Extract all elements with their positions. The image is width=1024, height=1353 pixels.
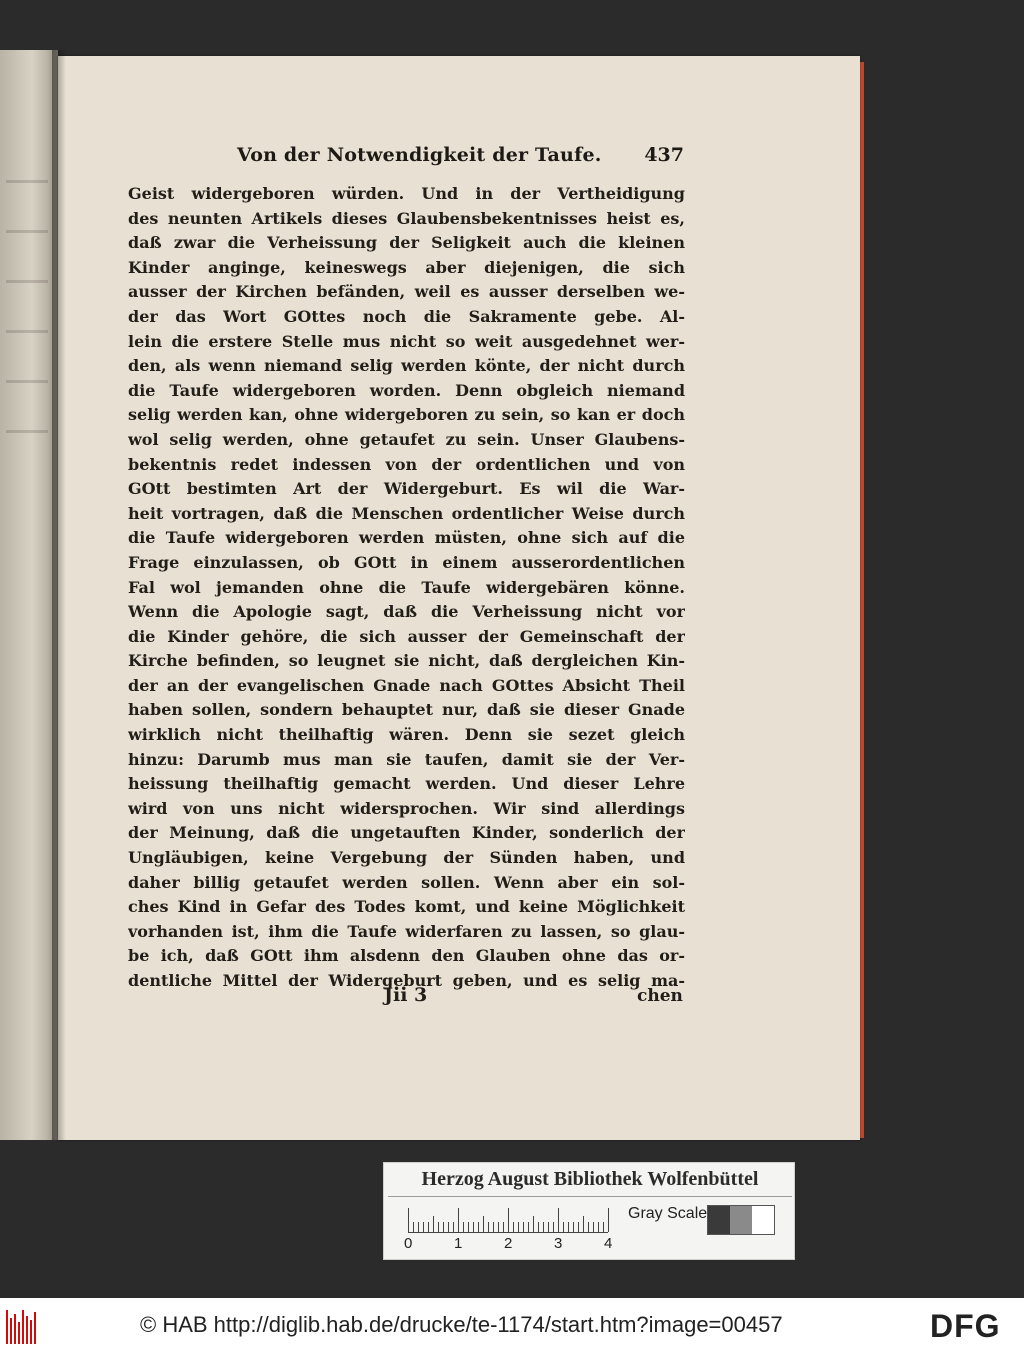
text-line: Geist widergeboren würden. Und in der Vertheidigung <box>128 184 685 203</box>
logo-bar <box>30 1320 32 1344</box>
ruler-tick <box>548 1222 549 1232</box>
signature-mark: Jii 3 <box>384 984 428 1006</box>
text-line: lein die erstere Stelle mus nicht so weit ausgedehnet wer- <box>128 331 685 351</box>
text-line: Ungläubigen, keine Vergebung der Sünden haben, und <box>128 848 685 868</box>
ruler-tick <box>583 1216 584 1232</box>
ruler-tick <box>538 1222 539 1232</box>
text-line: ches Kind in Gefar des Todes komt, und keine Möglichkeit <box>128 897 685 917</box>
ruler-tick <box>563 1222 564 1232</box>
text-line: heissung theilhaftig gemacht werden. Und dieser Lehre <box>128 774 685 794</box>
ruler-tick <box>588 1222 589 1232</box>
text-line: die Taufe widergeboren worden. Denn obgleich niemand <box>128 380 685 400</box>
ruler-tick <box>463 1222 464 1232</box>
text-line: daß zwar die Verheissung der Seligkeit auch die kleinen <box>128 233 685 253</box>
text-line: heit vortragen, daß die Menschen ordentlicher Weise durch <box>128 503 685 523</box>
text-line: wirklich nicht theilhaftig wären. Denn sie sezet gleich <box>128 725 685 745</box>
text-line: selig werden kan, ohne widergeboren zu sein, so kan er doch <box>128 405 685 425</box>
text-line: Frage einzulassen, ob GOtt in einem ausserordentlichen <box>128 552 685 572</box>
text-line: Kinder anginge, keineswegs aber diejenigen, die sich <box>128 257 685 277</box>
ruler-tick <box>598 1222 599 1232</box>
text-line: der das Wort GOttes noch die Sakramente gebe. Al- <box>128 306 685 326</box>
logo-bar <box>18 1322 20 1344</box>
ruler-tick <box>573 1222 574 1232</box>
hab-logo-icon <box>6 1310 36 1344</box>
ruler-tick <box>503 1222 504 1232</box>
gray-scale-label: Gray Scale <box>628 1205 708 1222</box>
ruler-tick <box>523 1222 524 1232</box>
ruler-tick <box>568 1222 569 1232</box>
ruler-tick <box>578 1222 579 1232</box>
logo-bar <box>10 1318 12 1344</box>
dfg-logo: DFG <box>930 1308 1001 1344</box>
ruler-tick <box>428 1222 429 1232</box>
color-reference-card <box>383 1162 795 1260</box>
logo-bar <box>34 1312 36 1344</box>
text-line: Kirche befinden, so leugnet sie nicht, daß dergleichen Kin- <box>128 651 685 671</box>
text-line: der an der evangelischen Gnade nach GOttes Absicht Theil <box>128 675 685 695</box>
text-line: wol selig werden, ohne getaufet zu sein. Unser Glaubens- <box>128 429 685 449</box>
ruler-number: 0 <box>404 1235 413 1252</box>
text-line: die Taufe widergeboren werden müsten, ohne sich auf die <box>128 528 685 548</box>
ruler-tick <box>423 1222 424 1232</box>
ruler-tick <box>478 1222 479 1232</box>
ruler-tick <box>473 1222 474 1232</box>
ruler-tick <box>508 1208 509 1232</box>
ruler-tick <box>608 1208 609 1232</box>
page-header <box>237 144 684 174</box>
scale-ruler <box>408 1205 608 1233</box>
ruler-tick <box>593 1222 594 1232</box>
body-text <box>128 182 685 994</box>
text-line: vorhanden ist, ihm die Taufe widerfaren zu lassen, so glau- <box>128 921 685 941</box>
logo-bar <box>14 1314 16 1344</box>
ruler-tick <box>458 1208 459 1232</box>
logo-bar <box>22 1310 24 1344</box>
text-line: Fal wol jemanden ohne die Taufe widergebären könne. <box>128 577 685 597</box>
copyright-url[interactable]: © HAB http://diglib.hab.de/drucke/te-1174/start.htm?image=00457 <box>140 1312 783 1337</box>
ruler-tick <box>448 1222 449 1232</box>
text-line: GOtt bestimten Art der Widergeburt. Es wil die War- <box>128 479 685 499</box>
text-line: dentliche Mittel der Widergeburt geben, und es selig ma- <box>128 971 685 990</box>
catchword: chen <box>637 986 683 1006</box>
ruler-tick <box>558 1208 559 1232</box>
viewer-footer <box>0 1298 1024 1353</box>
text-line: Wenn die Apologie sagt, daß die Verheissung nicht vor <box>128 602 685 622</box>
ruler-tick <box>528 1222 529 1232</box>
text-line: des neunten Artikels dieses Glaubensbekentnisses heist es, <box>128 208 685 228</box>
ruler-tick <box>603 1222 604 1232</box>
ruler-number: 1 <box>454 1235 463 1252</box>
ruler-tick <box>438 1222 439 1232</box>
text-line: bekentnis redet indessen von der ordentlichen und von <box>128 454 685 474</box>
gray-scale-swatches <box>707 1205 775 1235</box>
ruler-tick <box>533 1216 534 1232</box>
ruler-tick <box>418 1222 419 1232</box>
ruler-tick <box>518 1222 519 1232</box>
text-line: hinzu: Darumb mus man sie taufen, damit sie der Ver- <box>128 749 685 769</box>
ruler-number: 2 <box>504 1235 513 1252</box>
logo-bar <box>6 1310 8 1344</box>
text-line: be ich, daß GOtt ihm alsdenn den Glauben ohne das or- <box>128 946 685 966</box>
ruler-number: 4 <box>604 1235 613 1252</box>
library-name: Herzog August Bibliothek Wolfenbüttel <box>421 1168 759 1190</box>
running-title: Von der Notwendigkeit der Taufe. <box>237 144 602 166</box>
text-line: der Meinung, daß die ungetauften Kinder, sonderlich der <box>128 823 685 843</box>
ruler-tick <box>493 1222 494 1232</box>
ruler-tick <box>433 1216 434 1232</box>
logo-bar <box>26 1316 28 1344</box>
text-line: die Kinder gehöre, die sich ausser der Gemeinschaft der <box>128 626 685 646</box>
ruler-tick <box>468 1222 469 1232</box>
text-line: daher billig getaufet werden sollen. Wenn aber ein sol- <box>128 872 685 892</box>
ruler-tick <box>553 1222 554 1232</box>
text-line: ausser der Kirchen befänden, weil es ausser derselben we- <box>128 282 685 302</box>
ruler-tick <box>453 1222 454 1232</box>
gray-swatch <box>752 1206 774 1234</box>
text-line: haben sollen, sondern behauptet nur, daß sie dieser Gnade <box>128 700 685 720</box>
ruler-tick <box>443 1222 444 1232</box>
ruler-number: 3 <box>554 1235 563 1252</box>
gray-swatch <box>708 1206 730 1234</box>
page-number: 437 <box>644 144 684 166</box>
gutter-shadow <box>52 50 66 1140</box>
ruler-tick <box>488 1222 489 1232</box>
previous-page-edge <box>0 50 58 1140</box>
ruler-tick <box>543 1222 544 1232</box>
ruler-tick <box>413 1222 414 1232</box>
ruler-tick <box>513 1222 514 1232</box>
text-line: den, als wenn niemand selig werden könte, der nicht durch <box>128 356 685 376</box>
ruler-tick <box>498 1222 499 1232</box>
card-divider <box>388 1196 792 1197</box>
ruler-tick <box>483 1216 484 1232</box>
gray-swatch <box>730 1206 752 1234</box>
ruler-tick <box>408 1208 409 1232</box>
text-line: wird von uns nicht widersprochen. Wir sind allerdings <box>128 798 685 818</box>
